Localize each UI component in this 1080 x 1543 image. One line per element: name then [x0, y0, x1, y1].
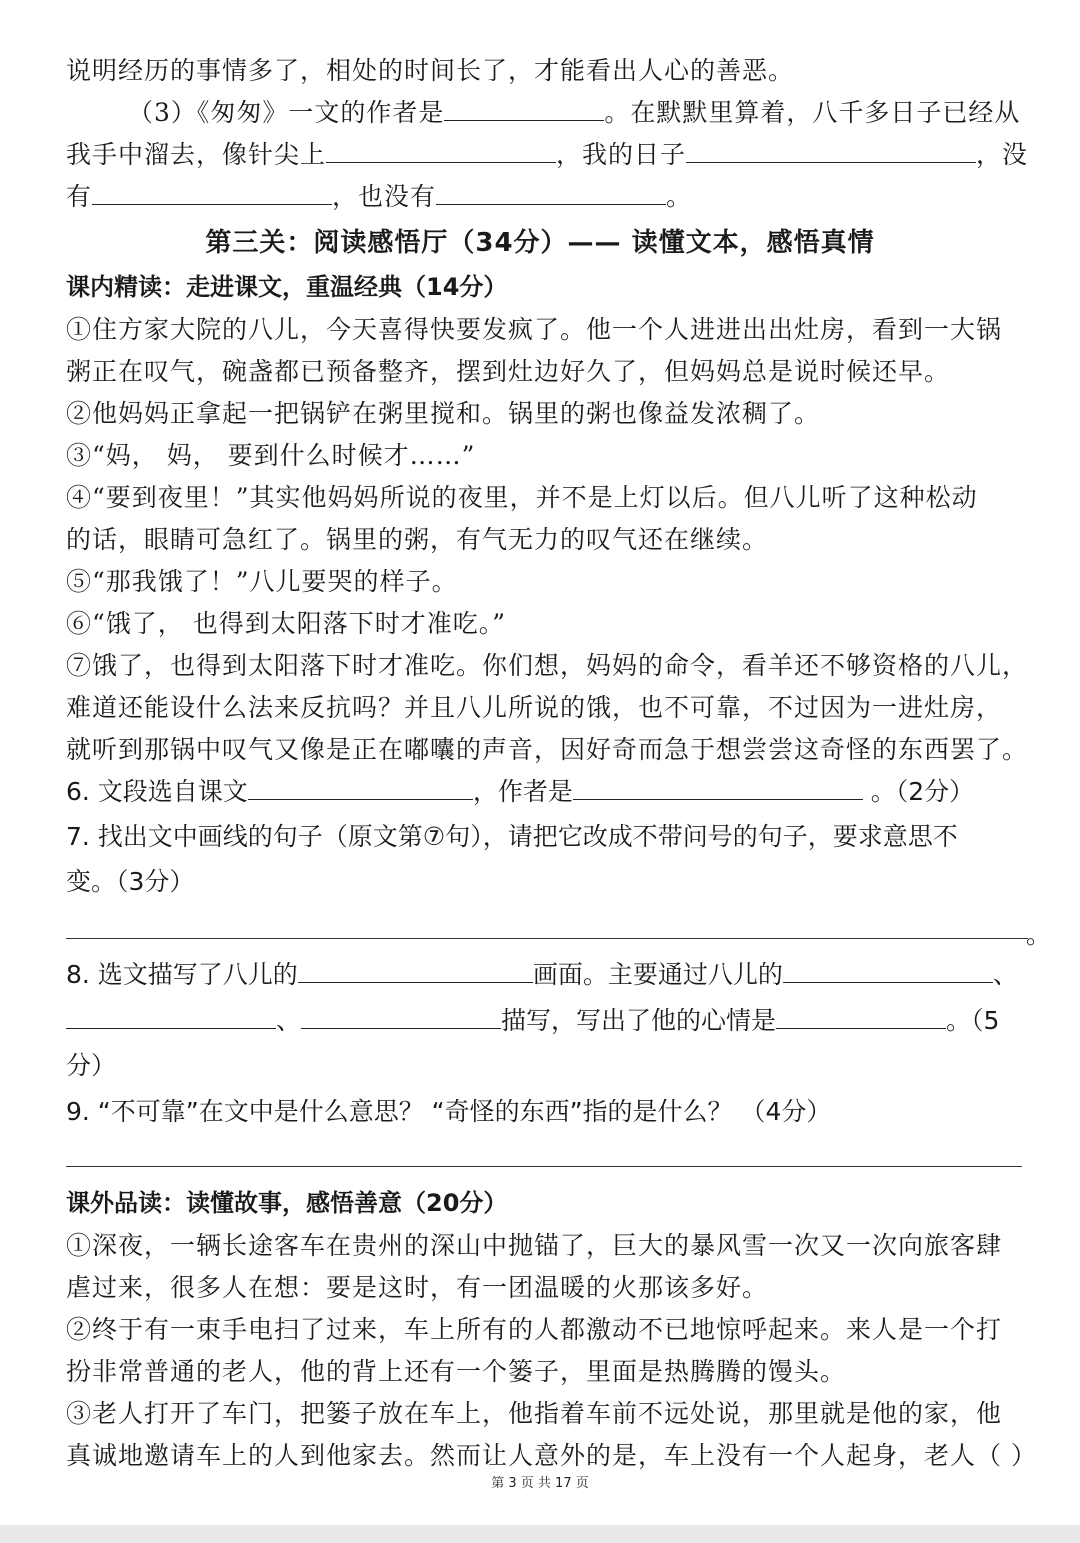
answer-line[interactable]	[66, 1166, 1022, 1167]
question-3-line-2	[66, 138, 1036, 172]
question-7-line-2: 变。（3分）	[66, 867, 195, 896]
passage-line: ②他妈妈正拿起一把锅铲在粥里搅和。锅里的粥也像益发浓稠了。	[66, 399, 821, 428]
passage-line: ②终于有一束手电扫了过来，车上所有的人都激动不已地惊呼起来。来人是一个打	[66, 1315, 1003, 1344]
question-text: ，作者是	[472, 777, 573, 806]
question-8-line-2	[66, 1004, 1036, 1038]
question-6	[66, 775, 1036, 809]
passage-line: ③老人打开了车门，把篓子放在车上，他指着车前不远处说，那里就是他的家，他	[66, 1399, 1003, 1428]
answer-blank[interactable]	[66, 1006, 276, 1029]
part-3-title: 第三关：阅读感悟厅（34分）—— 读懂文本，感悟真情	[205, 228, 875, 258]
passage-line: 扮非常普通的老人，他的背上还有一个篓子，里面是热腾腾的馒头。	[66, 1357, 847, 1386]
answer-blank[interactable]	[783, 960, 993, 983]
passage-line: ⑤“那我饿了！”八儿要哭的样子。	[66, 567, 458, 596]
question-3-line-1	[128, 96, 1036, 130]
answer-blank[interactable]	[248, 777, 473, 800]
question-8-line-3: 分）	[66, 1051, 117, 1080]
answer-blank[interactable]	[301, 1006, 501, 1029]
text-line: 说明经历的事情多了，相处的时间长了，才能看出人心的善恶。	[66, 56, 795, 85]
passage-line: 的话，眼睛可急红了。锅里的粥，有气无力的叹气还在继续。	[66, 525, 769, 554]
question-text: 。（5	[946, 1006, 1000, 1035]
passage-line: ①深夜，一辆长途客车在贵州的深山中抛锚了，巨大的暴风雪一次又一次向旅客肆	[66, 1231, 1003, 1260]
question-text: ，没	[976, 140, 1029, 169]
passage-line: ①住方家大院的八儿，今天喜得快要发疯了。他一个人进进出出灶房，看到一大锅	[66, 315, 1003, 344]
question-9: 9. “不可靠”在文中是什么意思？ “奇怪的东西”指的是什么？ （4分）	[66, 1097, 832, 1126]
answer-blank[interactable]	[92, 182, 332, 205]
question-text: 我手中溜去，像针尖上	[66, 140, 327, 169]
answer-blank[interactable]	[444, 98, 604, 121]
page-bottom-edge	[0, 1525, 1080, 1543]
answer-blank[interactable]	[326, 140, 556, 163]
question-text: ，也没有	[332, 182, 437, 211]
question-text: 描写，写出了他的心情是	[501, 1006, 777, 1035]
passage-line: ③“妈， 妈， 要到什么时候才……”	[66, 441, 476, 470]
question-text: 、	[992, 960, 1018, 989]
question-text: 。（2分）	[862, 777, 975, 806]
passage-line: ④“要到夜里！”其实他妈妈所说的夜里，并不是上灯以后。但八儿听了这种松动	[66, 483, 978, 512]
question-text: 6. 文段选自课文	[66, 777, 248, 806]
question-7-line-1: 7. 找出文中画线的句子（原文第⑦句），请把它改成不带问号的句子，要求意思不	[66, 822, 958, 851]
question-text: （3）《匆匆》一文的作者是	[128, 98, 445, 127]
section-heading: 课外品读：读懂故事，感悟善意（20分）	[66, 1189, 508, 1217]
question-text: 有	[66, 182, 93, 211]
passage-line: 难道还能设什么法来反抗吗？并且八儿所说的饿，也不可靠，不过因为一进灶房，	[66, 693, 1003, 722]
answer-blank[interactable]	[776, 1006, 946, 1029]
page-number: 第 3 页 共 17 页	[491, 1476, 589, 1491]
question-8-line-1	[66, 958, 1036, 992]
question-text: 。在默默里算着，八千多日子已经从	[604, 98, 1021, 127]
passage-line: ⑥“饿了， 也得到太阳落下时才准吃。”	[66, 609, 507, 638]
period-mark: 。	[1026, 920, 1053, 949]
passage-line: 粥正在叹气，碗盏都已预备整齐，摆到灶边好久了，但妈妈总是说时候还早。	[66, 357, 951, 386]
answer-blank[interactable]	[686, 140, 976, 163]
question-text: 8. 选文描写了八儿的	[66, 960, 298, 989]
question-text: 画面。主要通过八儿的	[532, 960, 783, 989]
question-3-line-3	[66, 180, 1036, 214]
passage-line: ⑦饿了，也得到太阳落下时才准吃。你们想，妈妈的命令，看羊还不够资格的八儿，	[66, 651, 1029, 680]
section-heading: 课内精读：走进课文，重温经典（14分）	[66, 273, 508, 301]
passage-line: 真诚地邀请车上的人到他家去。然而让人意外的是，车上没有一个人起身，老人（ ）	[66, 1441, 1037, 1470]
question-text: 、	[276, 1006, 302, 1035]
answer-line[interactable]	[66, 938, 1028, 939]
question-text: 。	[666, 182, 693, 211]
answer-blank[interactable]	[298, 960, 533, 983]
passage-line: 虐过来，很多人在想：要是这时，有一团温暖的火那该多好。	[66, 1273, 769, 1302]
answer-blank[interactable]	[573, 777, 863, 800]
answer-blank[interactable]	[436, 182, 666, 205]
passage-line: 就听到那锅中叹气又像是正在嘟囔的声音，因好奇而急于想尝尝这奇怪的东西罢了。	[66, 735, 1029, 764]
question-text: ，我的日子	[556, 140, 687, 169]
